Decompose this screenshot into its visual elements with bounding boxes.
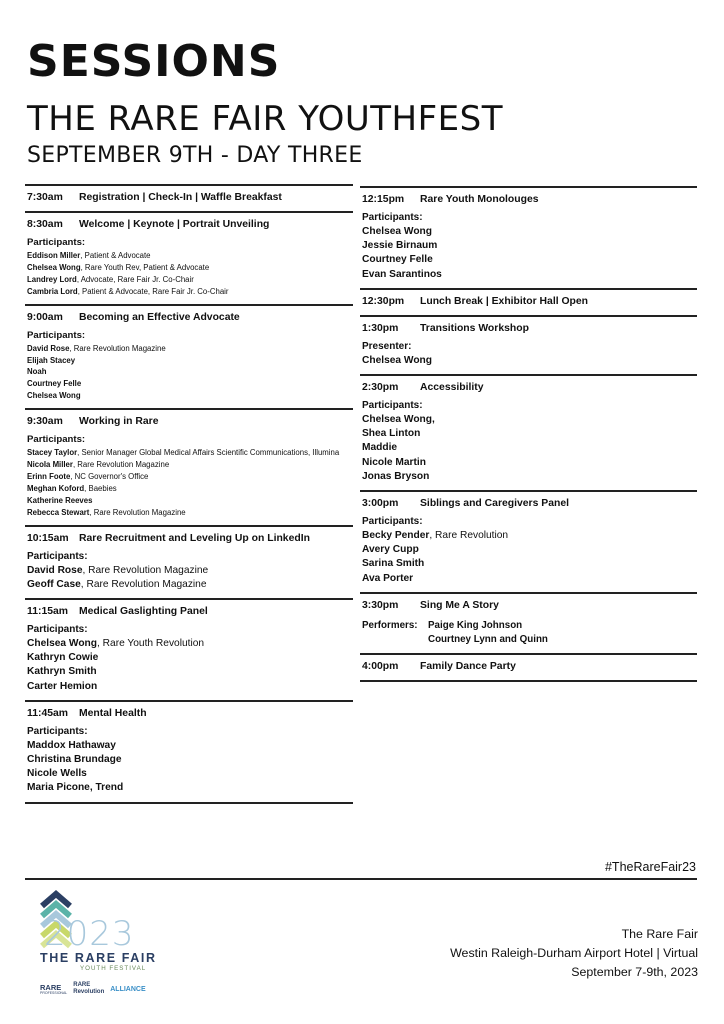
session-title: Welcome | Keynote | Portrait Unveiling <box>79 219 270 230</box>
participant-name: Maria Picone, Trend <box>27 782 124 794</box>
performers <box>362 619 697 647</box>
participant-role: , Rare Revolution Magazine <box>89 507 186 517</box>
participant-role: , Rare Revolution Magazine <box>69 343 166 353</box>
participant-role: , Baebies <box>84 483 117 493</box>
session-time: 11:45am <box>27 707 69 719</box>
session-time: 1:30pm <box>362 322 399 334</box>
venue-info <box>450 925 698 982</box>
participant-list <box>362 529 697 586</box>
session-time: 10:15am <box>27 532 69 544</box>
participant <box>362 572 697 586</box>
participant-name: Jessie Birnaum <box>362 240 438 252</box>
session <box>360 374 697 490</box>
session-header <box>362 599 697 613</box>
participant-name: Geoff Case <box>27 578 81 590</box>
session-title: Registration | Check-In | Waffle Breakfast <box>79 192 282 203</box>
session-time: 11:15am <box>27 606 69 617</box>
session-time: 4:00pm <box>362 660 399 672</box>
session-header <box>362 295 697 309</box>
participant-list <box>362 354 697 368</box>
participant <box>362 225 697 239</box>
session-title: Becoming an Effective Advocate <box>79 311 240 323</box>
participant-name: Evan Sarantinos <box>362 268 442 280</box>
performer: Paige King Johnson <box>428 619 523 631</box>
participant <box>27 447 353 459</box>
participant-name: Chelsea Wong, <box>362 414 435 426</box>
session-title: Siblings and Caregivers Panel <box>420 498 569 510</box>
participant <box>27 753 353 767</box>
participant <box>27 262 353 274</box>
participant-list <box>362 225 697 282</box>
participant-role: , Patient & Advocate <box>80 251 151 260</box>
participant-name: Chelsea Wong <box>362 354 433 366</box>
session-header <box>362 322 697 336</box>
session-time: 2:30pm <box>362 382 399 394</box>
participant <box>27 483 353 495</box>
participant <box>27 274 353 286</box>
participant <box>27 637 353 651</box>
participant-name: Chelsea Wong <box>362 226 433 237</box>
participants-label: Participants: <box>27 237 86 248</box>
participants-label: Participants: <box>27 725 88 737</box>
session-time: 9:30am <box>27 416 63 428</box>
participant-name: Landrey Lord <box>27 274 77 284</box>
participant <box>27 781 353 795</box>
participant-name: Avery Cupp <box>362 544 419 556</box>
event-title: THE RARE FAIR YOUTHFEST <box>27 99 503 139</box>
session-title: Transitions Workshop <box>420 322 529 334</box>
session-time: 3:00pm <box>362 498 399 510</box>
session <box>360 653 697 680</box>
session-header <box>362 660 697 674</box>
session <box>25 525 353 598</box>
participant-name: Kathryn Smith <box>27 666 97 678</box>
participant <box>362 354 697 368</box>
participant-name: Becky Pender <box>362 530 430 542</box>
session-header <box>27 191 353 205</box>
participant-name: Meghan Koford <box>27 483 85 493</box>
participant-name: Noah <box>27 367 47 377</box>
participant <box>27 390 353 402</box>
participant-role: , Rare Youth Revolution <box>97 638 205 649</box>
participant-name: Eddison Miller <box>27 251 81 260</box>
participants-label: Participants: <box>362 400 423 412</box>
participant-name: Kathryn Cowie <box>27 652 99 664</box>
participant-role: , Rare Revolution Magazine <box>82 564 209 576</box>
participant <box>362 413 697 427</box>
participants-label: Participants: <box>362 212 423 223</box>
participant-name: Christina Brundage <box>27 754 122 766</box>
participant <box>27 507 353 519</box>
participants-label: Participants: <box>27 550 88 562</box>
participant <box>362 239 697 253</box>
participant-role: , Rare Revolution Magazine <box>80 578 207 590</box>
participant <box>362 456 697 470</box>
session-title: Sing Me A Story <box>420 599 499 611</box>
participant-name: Jonas Bryson <box>362 470 430 482</box>
participant <box>27 378 353 390</box>
right-column <box>360 186 697 682</box>
partner-logo-alliance: ALLIANCE <box>110 985 146 993</box>
session <box>25 408 353 524</box>
participant <box>362 253 697 267</box>
participants-label: Participants: <box>27 624 88 635</box>
session <box>25 304 353 409</box>
participants-label: Presenter: <box>362 340 412 352</box>
participant <box>27 680 353 694</box>
participant-list <box>362 413 697 484</box>
participant <box>27 459 353 471</box>
session-time: 8:30am <box>27 219 63 230</box>
participant-name: Rebecca Stewart <box>27 507 90 517</box>
hashtag: #TheRareFair23 <box>604 860 696 874</box>
page-title: SESSIONS <box>27 36 281 87</box>
session <box>360 186 697 288</box>
participant-list <box>27 739 353 796</box>
participant <box>362 557 697 571</box>
session-time: 12:15pm <box>362 194 405 205</box>
participant-name: Elijah Stacey <box>27 355 76 365</box>
session-title: Working in Rare <box>79 416 159 428</box>
participant <box>362 427 697 441</box>
session-header <box>27 415 353 429</box>
participant <box>27 250 353 262</box>
participants-label: Participants: <box>27 434 86 446</box>
left-column <box>25 184 353 804</box>
session-title: Rare Youth Monolouges <box>420 194 539 205</box>
participant-name: Ava Porter <box>362 572 414 584</box>
participant-role: , Senior Manager Global Medical Affairs Scientific Communications, Illumina <box>77 448 340 458</box>
participant-list <box>27 250 353 298</box>
participant-role: , Advocate, Rare Fair Jr. Co-Chair <box>76 274 194 284</box>
participant <box>27 286 353 298</box>
event-date: SEPTEMBER 9TH - DAY THREE <box>27 143 363 168</box>
session-title: Medical Gaslighting Panel <box>79 606 208 617</box>
participant-name: Cambria Lord <box>27 286 78 296</box>
session-header <box>362 497 697 511</box>
session-header <box>27 532 353 546</box>
participant-role: , NC Governor's Office <box>70 471 149 481</box>
session-title: Mental Health <box>79 707 147 719</box>
participant-list <box>27 343 353 403</box>
participant <box>27 739 353 753</box>
partner-logo-rare-professional: RARE PROFESSIONAL <box>40 982 68 995</box>
participant <box>362 470 697 484</box>
participant-name: Sarina Smith <box>362 558 425 570</box>
participant-role: , Rare Revolution <box>429 530 509 542</box>
session-time: 12:30pm <box>362 295 405 307</box>
session-title: Rare Recruitment and Leveling Up on LinkedIn <box>79 532 310 544</box>
participant <box>27 665 353 679</box>
event-dates: September 7-9th, 2023 <box>571 965 698 979</box>
participant-name: Maddox Hathaway <box>27 739 116 751</box>
participant-name: Shea Linton <box>362 428 421 440</box>
participant-list <box>27 637 353 694</box>
participant-name: Maddie <box>362 442 398 454</box>
participant-name: Katherine Reeves <box>27 495 93 505</box>
session-header <box>27 707 353 721</box>
session-time: 9:00am <box>27 311 63 323</box>
participant-name: Nicole Wells <box>27 768 87 780</box>
session <box>25 184 353 211</box>
session <box>25 700 353 802</box>
participant <box>27 471 353 483</box>
participant-name: Nicola Miller <box>27 460 73 470</box>
participants-label: Participants: <box>27 329 86 341</box>
participant <box>362 529 697 543</box>
participant-role: , Rare Youth Rev, Patient & Advocate <box>80 262 210 272</box>
participant-name: Chelsea Wong <box>27 638 98 649</box>
participant-name: Chelsea Wong <box>27 391 81 401</box>
venue-address: Westin Raleigh-Durham Airport Hotel | Virtual <box>450 946 698 960</box>
session <box>360 288 697 315</box>
performers-label: Performers: <box>362 619 418 631</box>
session-title: Accessibility <box>420 382 484 394</box>
participant <box>27 767 353 781</box>
participant <box>27 366 353 378</box>
session <box>360 592 697 653</box>
footer-divider <box>25 878 697 880</box>
participants-label: Participants: <box>362 516 423 528</box>
participant <box>27 578 353 592</box>
participant-name: Carter Hemion <box>27 680 98 692</box>
participant-name: David Rose <box>27 564 83 576</box>
participant-name: Chelsea Wong <box>27 262 81 272</box>
logo-year: 2023 <box>44 914 135 954</box>
participant <box>27 651 353 665</box>
session-time: 3:30pm <box>362 599 399 611</box>
participant-list <box>27 447 353 518</box>
session <box>25 211 353 304</box>
performer: Courtney Lynn and Quinn <box>428 633 548 645</box>
session <box>360 315 697 374</box>
session-time: 7:30am <box>27 192 63 203</box>
session-header <box>27 218 353 232</box>
session-title: Family Dance Party <box>420 660 516 672</box>
partner-logos <box>40 982 146 996</box>
participant <box>27 343 353 355</box>
participant-list <box>27 564 353 592</box>
participant-name: Courtney Felle <box>27 379 82 389</box>
logo-name: THE RARE FAIR <box>40 951 157 965</box>
participant <box>27 355 353 367</box>
participant <box>362 441 697 455</box>
participant-role: , Patient & Advocate, Rare Fair Jr. Co-Chair <box>77 286 229 296</box>
session <box>360 490 697 592</box>
session-header <box>362 193 697 207</box>
performer-list <box>428 619 548 647</box>
participant <box>27 564 353 578</box>
participant-name: Erinn Foote <box>27 471 71 481</box>
logo-subtitle: YOUTH FESTIVAL <box>80 965 147 972</box>
participant-name: Stacey Taylor <box>27 448 78 458</box>
participant-name: David Rose <box>27 343 70 353</box>
session-header <box>362 381 697 395</box>
venue-name: The Rare Fair <box>621 927 698 941</box>
participant-name: Nicole Martin <box>362 456 426 468</box>
participant <box>362 543 697 557</box>
session-header <box>27 311 353 325</box>
column-end-rule <box>360 680 697 682</box>
participant-role: , Rare Revolution Magazine <box>72 460 170 470</box>
session-title: Lunch Break | Exhibitor Hall Open <box>420 295 589 307</box>
column-end-rule <box>25 802 353 804</box>
participant <box>27 495 353 507</box>
participant-name: Courtney Felle <box>362 254 433 266</box>
participant <box>362 268 697 282</box>
partner-logo-rare-revolution: RARE Revolution <box>73 982 105 995</box>
session <box>25 598 353 700</box>
session-header <box>27 605 353 619</box>
